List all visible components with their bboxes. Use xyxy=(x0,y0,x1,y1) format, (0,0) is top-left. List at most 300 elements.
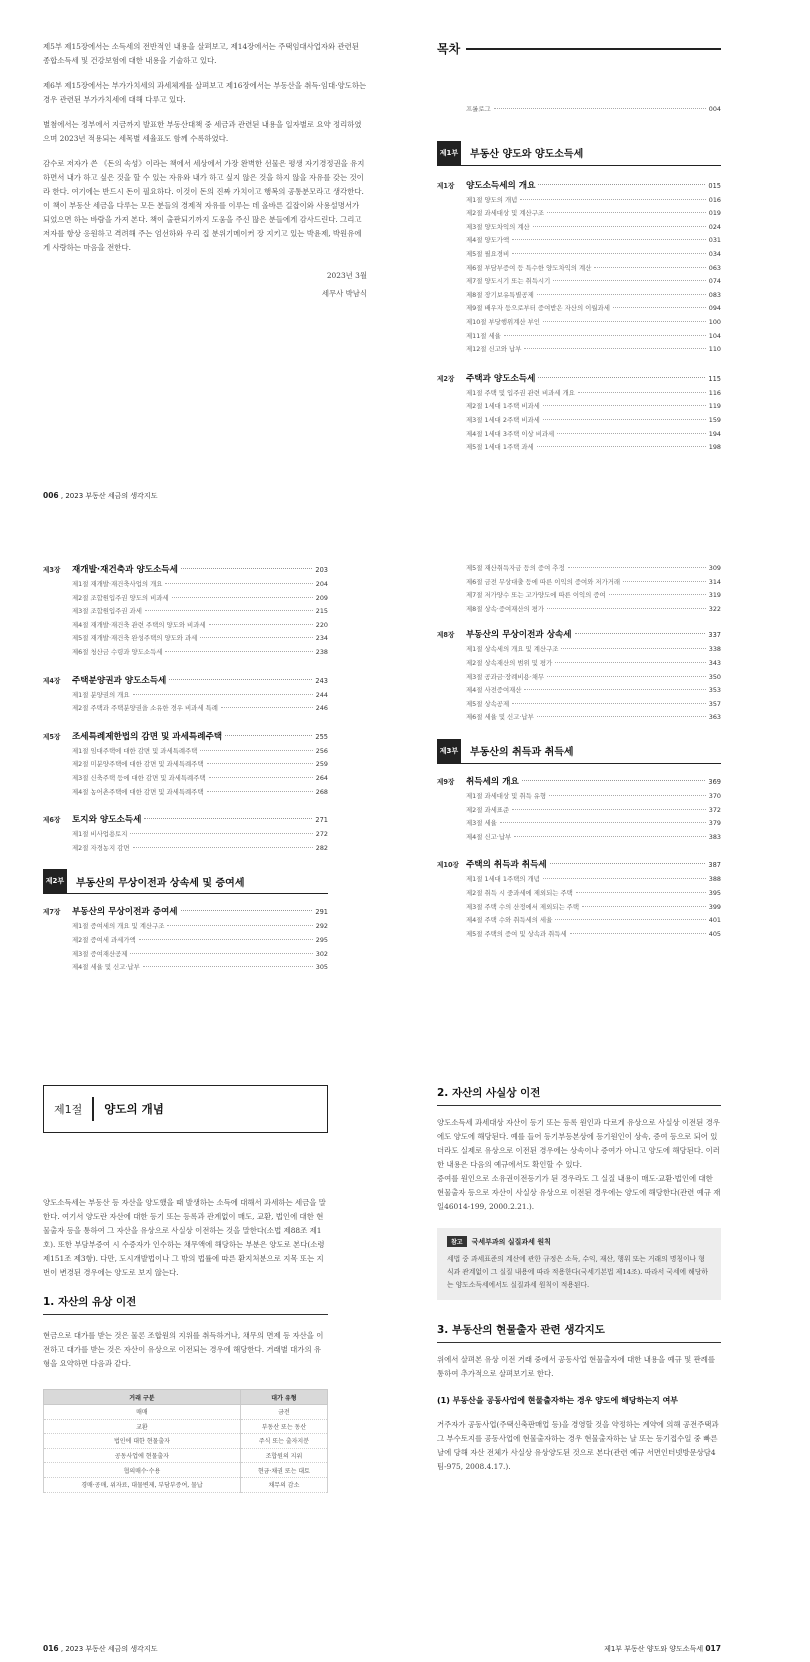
toc-section-label: 제2절 증여세 과세가액 xyxy=(72,935,136,944)
toc-section-entry[interactable] xyxy=(466,817,721,831)
toc-section-page: 209 xyxy=(315,593,328,602)
section-title: 양도의 개념 xyxy=(104,1102,164,1116)
toc-section-label: 제1절 상속세의 개요 및 계산구조 xyxy=(466,645,559,654)
toc-leader-dots xyxy=(555,662,706,663)
toc-section-list xyxy=(466,643,721,725)
toc-section-label: 제2절 1세대 1주택 비과세 xyxy=(466,402,540,411)
toc-section-entry[interactable] xyxy=(466,316,721,330)
toc-section-label: 제3절 증여재산공제 xyxy=(72,949,128,958)
table-cell: 채무의 감소 xyxy=(240,1477,327,1492)
toc-section-page: 383 xyxy=(708,832,721,841)
toc-leader-dots xyxy=(570,933,706,934)
toc-leader-dots xyxy=(167,925,312,926)
body-page-017 xyxy=(437,1085,721,1474)
toc-section-entry[interactable] xyxy=(466,289,721,303)
toc-section-entry[interactable] xyxy=(72,646,328,660)
toc-section-label: 제1절 주택 및 입주권 관련 비과세 개요 xyxy=(466,388,575,397)
table-header: 대가 유형 xyxy=(240,1390,327,1405)
body-paragraph-1: 현금으로 대가를 받는 것은 물론 조합원의 지위를 취득하거나, 채무의 면제 등 자산을 이전하고 대가를 받는 것은 자산이 유상으로 이전되는 경우에 해당한다. 거래별 대가의 유형을 요약하면 다음과 같다. xyxy=(43,1331,324,1368)
toc-leader-dots xyxy=(533,226,706,227)
body-paragraph-3: 위에서 살펴본 유상 이전 거래 중에서 공동사업 현물출자에 대한 내용을 예규 및 판례를 통하여 추가적으로 살펴보기로 한다. xyxy=(437,1355,716,1378)
toc-leader-dots xyxy=(553,280,706,281)
toc-section-entry[interactable] xyxy=(466,194,721,208)
toc-section-page: 204 xyxy=(315,580,328,588)
toc-section-label: 제4절 양도가액 xyxy=(466,236,510,245)
toc-section-page: 292 xyxy=(315,922,328,931)
toc-section-page: 388 xyxy=(708,875,721,884)
table-cell: 공동사업에 현물출자 xyxy=(44,1448,241,1463)
toc-section-entry[interactable] xyxy=(72,934,328,948)
toc-leader-dots xyxy=(172,597,313,598)
toc-chapter-heading[interactable]: 제3장 재개발·재건축과 양도소득세 203 xyxy=(43,565,328,575)
toc-section-entry[interactable] xyxy=(466,400,721,414)
toc-section-label: 제10절 부당행위계산 부인 xyxy=(466,317,540,326)
toc-chapter-10 xyxy=(437,857,721,941)
toc-leader-dots xyxy=(512,703,706,704)
toc-section-page: 259 xyxy=(315,760,328,769)
toc-section-label: 제4절 재개발·재건축 관련 주택의 양도와 비과세 xyxy=(72,620,206,629)
page-book-title: 2023 부동산 세금의 생각지도 xyxy=(65,492,158,500)
toc-section-label: 제4절 농어촌주택에 대한 감면 및 과세특례주택 xyxy=(72,787,204,796)
toc-chapter-8 xyxy=(437,627,721,725)
toc-section-entry[interactable] xyxy=(466,414,721,428)
toc-section-label: 제6절 부담부증여 등 특수한 양도차익의 계산 xyxy=(466,263,592,272)
toc-section-page: 063 xyxy=(708,263,721,272)
toc-leader-dots xyxy=(543,321,706,322)
toc-section-list xyxy=(72,578,328,660)
toc-section-entry[interactable] xyxy=(466,887,721,901)
toc-section-label: 제1절 양도의 개념 xyxy=(466,195,518,204)
toc-section-label: 제7절 저가양수 또는 고가양도에 따른 이익의 증여 xyxy=(466,591,606,600)
toc-section-label: 제1절 비사업용토지 xyxy=(72,830,128,839)
page-footer-017 xyxy=(604,1644,721,1654)
toc-leader-dots xyxy=(537,294,706,295)
table-header: 거래 구분 xyxy=(44,1390,241,1405)
toc-section-entry[interactable] xyxy=(72,619,328,633)
toc-leader-dots xyxy=(512,253,706,254)
toc-section-page: 272 xyxy=(315,830,328,839)
table-cell: 경매·공매, 위자료, 대물변제, 부담부증여, 물납 xyxy=(44,1477,241,1492)
preface-page xyxy=(43,40,367,303)
toc-section-label: 제6절 세율 및 신고·납부 xyxy=(466,713,534,722)
toc-section-page: 295 xyxy=(315,935,328,944)
toc-section-label: 제11절 세율 xyxy=(466,331,501,340)
page-book-title: 2023 부동산 세금의 생각지도 xyxy=(65,1645,158,1653)
toc-leader-dots xyxy=(543,419,706,420)
toc-section-label: 제2절 주택과 주택분양권을 소유한 경우 비과세 특례 xyxy=(72,704,218,713)
toc-section-page: 119 xyxy=(708,402,721,411)
toc-section-entry[interactable] xyxy=(466,343,721,357)
toc-leader-dots xyxy=(139,939,313,940)
toc-section-label: 제5절 상속공제 xyxy=(466,699,510,708)
toc-leader-dots xyxy=(512,239,706,240)
toc-section-page: 031 xyxy=(708,236,721,245)
section-number: 제1절 xyxy=(54,1103,83,1116)
toc-chapter-4 xyxy=(43,673,328,716)
table-row xyxy=(44,1419,328,1434)
toc-leader-dots xyxy=(594,267,705,268)
toc-section-entry[interactable] xyxy=(72,842,328,856)
toc-section-label: 제7절 양도시기 또는 취득시기 xyxy=(466,277,551,286)
toc-section-list xyxy=(466,790,721,844)
toc-leader-dots xyxy=(582,906,706,907)
toc-section-entry[interactable] xyxy=(466,330,721,344)
toc-chapter-heading[interactable]: 제9장 취득세의 개요 369 xyxy=(437,776,721,787)
preface-author: 세무사 박남식 xyxy=(321,289,367,298)
toc-section-entry[interactable] xyxy=(72,605,328,619)
toc-section-page: 104 xyxy=(708,331,721,340)
toc-section-entry[interactable] xyxy=(72,702,328,716)
toc-section-entry[interactable] xyxy=(466,302,721,316)
toc-section-page: 302 xyxy=(315,949,328,958)
toc-leader-dots xyxy=(500,822,706,823)
toc-section-entry[interactable] xyxy=(72,828,328,842)
toc-leader-dots xyxy=(557,433,706,434)
toc-section-page: 395 xyxy=(708,888,721,897)
toc-section-label: 제1절 증여세의 개요 및 계산구조 xyxy=(72,922,165,931)
toc-section-page: 353 xyxy=(708,686,721,695)
toc-section-label: 제5절 주택의 증여 및 상속과 취득세 xyxy=(466,929,567,938)
toc-section-entry[interactable] xyxy=(466,711,721,725)
toc-section-page: 268 xyxy=(315,787,328,796)
toc-section-entry[interactable] xyxy=(466,790,721,804)
toc-section-page: 401 xyxy=(708,916,721,925)
toc-section-page: 319 xyxy=(708,591,721,600)
toc-chapter-9 xyxy=(437,774,721,844)
toc-leader-dots xyxy=(578,392,706,393)
preface-paragraph-2: 제6부 제15장에서는 부가가치세의 과세체계를 살펴보고 제16장에서는 부동산을 취득·임대·양도하는 경우 관련된 부가가치세에 대해 다루고 있다. xyxy=(43,81,367,104)
toc-section-entry[interactable] xyxy=(466,576,721,590)
table-cell: 조합원의 지위 xyxy=(240,1448,327,1463)
toc-section-entry[interactable] xyxy=(72,758,328,772)
toc-leader-dots xyxy=(512,809,706,810)
preface-paragraph-1: 제5부 제15장에서는 소득세의 전반적인 내용을 살펴보고, 제14장에서는 주택임대사업자와 관련된 종합소득세 및 건강보험에 대한 내용을 기술하고 있다. xyxy=(43,42,359,65)
toc-leader-dots xyxy=(524,348,705,349)
toc-section-page: 215 xyxy=(315,607,328,616)
toc-leader-dots xyxy=(576,892,706,893)
toc-section-page: 244 xyxy=(315,690,328,699)
note-title: 국세부과의 실질과세 원칙 xyxy=(471,1237,551,1246)
toc-section-page: 399 xyxy=(708,902,721,911)
heading-contribution-in-kind: 3. 부동산의 현물출자 관련 생각지도 xyxy=(437,1322,721,1343)
table-row xyxy=(44,1434,328,1449)
toc-section-page: 370 xyxy=(708,791,721,800)
toc-chapter-heading[interactable]: 제2장 주택과 양도소득세 115 xyxy=(437,373,721,384)
toc-part-3[interactable]: 제3부 부동산의 취득과 취득세 xyxy=(437,739,721,764)
toc-section-label: 제3절 신축주택 등에 대한 감면 및 과세특례주택 xyxy=(72,773,206,782)
toc-section-entry[interactable] xyxy=(466,671,721,685)
toc-leader-dots xyxy=(537,446,706,447)
toc-header xyxy=(437,40,721,57)
toc-section-page: 194 xyxy=(708,429,721,438)
toc-section-entry[interactable] xyxy=(466,928,721,942)
toc-section-label: 제1절 1세대 1주택의 개념 xyxy=(466,875,540,884)
preface-paragraph-4: 감수로 저자가 쓴 《돈의 속성》이라는 책에서 세상에서 가장 완벽한 선물은 평생 자기경정권을 유지하면서 내가 하고 싶은 것을 할 수 있는 자유와 내가 하고 싶지 않은 것을 하지 않을 자유를 갖는 것이라 한다. 여기에는 반드시 돈이 필요하다. 이것이 돈의 진짜 가치이고 행복의 공통분모라고 생각한다. 이 책이 부동산 세금을 다루는 모든 분들의 경제적 자유를 이루는 데 올바른 길잡이와 사용설명서가 되었으면 하는 바람을 가져 본다. 책이 출판되기까지 도움을 주신 많은 분들에게 감사드린다. 그리고 저자를 항상 응원하고 격려해 주는 엄선하와 우리 집 분위기메이커 장 지키고 있는 박윤제, 박원유에게 사랑하는 마음을 전한다. xyxy=(43,159,365,252)
table-cell: 매매 xyxy=(44,1405,241,1420)
toc-chapter-6 xyxy=(43,812,328,855)
toc-section-label: 제2절 과세표준 xyxy=(466,805,510,814)
toc-section-label: 제5절 1세대 1주택 과세 xyxy=(466,443,534,452)
page-footer-016: 016 , 2023 부동산 세금의 생각지도 xyxy=(43,1644,158,1653)
toc-section-page: 363 xyxy=(708,713,721,722)
note-badge: 참고 xyxy=(447,1236,467,1247)
page-number: 016 xyxy=(43,1644,59,1653)
toc-section-label: 제8절 장기보유특별공제 xyxy=(466,290,534,299)
toc-section-entry[interactable] xyxy=(72,961,328,975)
toc-section-entry[interactable] xyxy=(466,643,721,657)
note-box xyxy=(437,1228,721,1300)
toc-leader-dots xyxy=(520,199,705,200)
toc-section-entry[interactable] xyxy=(466,441,721,455)
toc-section-entry[interactable] xyxy=(466,914,721,928)
toc-section-page: 074 xyxy=(708,277,721,286)
table-cell: 현금·채권 또는 대토 xyxy=(240,1463,327,1478)
preface-paragraph-3: 별첨에서는 정부에서 지금까지 발표한 부동산대책 중 세금과 관련된 내용을 일자별로 요약 정리하였으며 2023년 적용되는 세목별 세율표도 함께 수록하였다. xyxy=(43,120,362,143)
toc-leader-dots xyxy=(549,795,706,796)
consideration-table xyxy=(43,1389,328,1493)
toc-section-entry[interactable] xyxy=(466,207,721,221)
toc-leader-dots xyxy=(504,335,706,336)
toc-section-label: 제2절 자경농지 감면 xyxy=(72,843,130,852)
toc-section-label: 제9절 배우자 등으로부터 증여받은 자산의 이월과세 xyxy=(466,304,610,313)
toc-section-label: 제4절 신고·납부 xyxy=(466,832,512,841)
heading-de-facto-transfer: 2. 자산의 사실상 이전 xyxy=(437,1085,721,1106)
toc-section-entry[interactable] xyxy=(466,657,721,671)
toc-section-page: 034 xyxy=(708,249,721,258)
toc-section-label: 제2절 취득 시 중과세에 제외되는 주택 xyxy=(466,888,573,897)
page-number: 006 xyxy=(43,491,59,500)
toc-section-label: 제2절 미분양주택에 대한 감면 및 과세특례주택 xyxy=(72,760,204,769)
toc-leader-dots xyxy=(561,648,705,649)
toc-leader-dots xyxy=(133,694,313,695)
toc-leader-dots xyxy=(143,966,313,967)
toc-leader-dots xyxy=(514,836,706,837)
toc-section-page: 110 xyxy=(708,345,721,354)
toc-section-list-ch7-cont xyxy=(466,562,721,616)
toc-section-list xyxy=(72,920,328,974)
toc-chapter-5 xyxy=(43,729,328,799)
toc-section-entry[interactable] xyxy=(72,689,328,703)
toc-section-list xyxy=(466,387,721,455)
toc-section-entry[interactable] xyxy=(72,920,328,934)
toc-section-page: 246 xyxy=(315,704,328,713)
toc-section-label: 제8절 상속·증여재산의 평가 xyxy=(466,604,545,613)
toc-section-entry[interactable] xyxy=(466,428,721,442)
toc-chapter-heading[interactable]: 제5장 조세특례제한법의 감면 및 과세특례주택 255 xyxy=(43,731,328,742)
toc-part-2[interactable]: 제2부 부동산의 무상이전과 상속세 및 증여세 xyxy=(43,869,328,894)
table-row xyxy=(44,1477,328,1492)
toc-leader-dots xyxy=(543,405,706,406)
toc-leader-dots xyxy=(221,707,313,708)
toc-chapter-heading[interactable]: 제10장 주택의 취득과 취득세 387 xyxy=(437,860,721,871)
toc-section-page: 309 xyxy=(708,564,721,572)
toc-section-label: 제5절 필요경비 xyxy=(466,249,510,258)
toc-leader-dots xyxy=(555,919,706,920)
toc-section-page: 264 xyxy=(315,773,328,782)
toc-section-entry[interactable] xyxy=(466,698,721,712)
toc-section-entry[interactable] xyxy=(466,262,721,276)
toc-section-entry[interactable] xyxy=(72,948,328,962)
toc-section-page: 198 xyxy=(708,443,721,452)
toc-part-1[interactable]: 제1부 부동산 양도와 양도소득세 xyxy=(437,141,721,166)
toc-section-list xyxy=(72,828,328,855)
toc-leader-dots xyxy=(524,689,705,690)
toc-section-page: 100 xyxy=(708,317,721,326)
toc-leader-dots xyxy=(623,581,706,582)
body-paragraph-2a: 양도소득세 과세대상 자산이 등기 또는 등록 원인과 다르게 유상으로 사실상 이전된 경우에도 양도에 해당된다. 예를 들어 등기부등본상에 등기원인이 상속, 증여 등으로 되어 있더라도 실제로 유상으로 이전된 경우에는 상속이나 증여가 아니고 양도에 해당된다. 이러한 내용은 다음의 예규에서도 확인할 수 있다. xyxy=(437,1118,720,1169)
toc-chapter-7 xyxy=(43,904,328,974)
toc-leader-dots xyxy=(537,716,706,717)
toc-section-page: 343 xyxy=(708,658,721,667)
toc-title-rule xyxy=(466,48,721,50)
table-cell: 금전 xyxy=(240,1405,327,1420)
toc-section-list xyxy=(72,745,328,799)
toc-title: 목차 xyxy=(437,42,461,56)
toc-section-page: 350 xyxy=(708,672,721,681)
toc-leader-dots xyxy=(207,763,313,764)
toc-section-label: 제4절 세율 및 신고·납부 xyxy=(72,963,140,972)
toc-section-label: 제3절 양도차익의 계산 xyxy=(466,222,530,231)
toc-section-entry[interactable] xyxy=(466,275,721,289)
toc-chapter-heading[interactable]: 제8장 부동산의 무상이전과 상속세 337 xyxy=(437,630,721,641)
toc-section-label: 제4절 1세대 3주택 이상 비과세 xyxy=(466,429,555,438)
toc-section-page: 019 xyxy=(708,209,721,218)
toc-section-page: 220 xyxy=(315,620,328,629)
toc-section-page: 256 xyxy=(315,746,328,755)
table-cell: 주식 또는 출자지분 xyxy=(240,1434,327,1449)
toc-section-page: 338 xyxy=(708,645,721,654)
toc-section-entry[interactable] xyxy=(72,772,328,786)
toc-leader-dots xyxy=(609,594,706,595)
toc-section-label: 제3절 주택 수의 산정에서 제외되는 주택 xyxy=(466,902,579,911)
toc-section-entry[interactable] xyxy=(466,234,721,248)
toc-section-entry[interactable] xyxy=(466,221,721,235)
toc-section-entry[interactable] xyxy=(466,684,721,698)
toc-leader-dots xyxy=(568,567,706,568)
preface-date: 2023년 3월 xyxy=(326,271,367,280)
toc-chapter-heading[interactable]: 제4장 주택분양권과 양도소득세 243 xyxy=(43,675,328,686)
toc-leader-dots xyxy=(209,624,313,625)
toc-leader-dots xyxy=(130,833,312,834)
toc-section-label: 제6절 청산금 수령과 양도소득세 xyxy=(72,647,163,656)
toc-section-page: 234 xyxy=(315,634,328,643)
toc-chapter-heading[interactable]: 제1장 양도소득세의 개요 015 xyxy=(437,180,721,191)
table-cell: 교환 xyxy=(44,1419,241,1434)
toc-leader-dots xyxy=(207,791,313,792)
toc-section-label: 제3절 조합원입주권 과세 xyxy=(72,607,142,616)
toc-section-list xyxy=(466,194,721,357)
toc-leader-dots xyxy=(130,953,312,954)
toc-section-page: 024 xyxy=(708,222,721,231)
toc-chapter-2 xyxy=(437,371,721,455)
note-body: 세법 중 과세표준의 계산에 관한 규정은 소득, 수익, 재산, 행위 또는 거래의 명칭이나 형식과 관계없이 그 실질 내용에 따라 적용한다(국세기본법 제14조). 따라서 국세에 해당하는 양도소득세에서도 실질과세 원칙이 적용된다. xyxy=(447,1255,708,1289)
toc-section-page: 238 xyxy=(315,647,328,656)
toc-section-entry[interactable] xyxy=(72,632,328,646)
page-book-title: 제1부 부동산 양도와 양도소득세 xyxy=(604,1645,704,1653)
toc-section-entry[interactable] xyxy=(72,786,328,800)
toc-section-page: 305 xyxy=(315,963,328,972)
toc-section-page: 083 xyxy=(708,290,721,299)
subheading-joint-business: (1) 부동산을 공동사업에 현물출자하는 경우 양도에 해당하는지 여부 xyxy=(437,1396,679,1405)
toc-section-label: 제5절 재개발·재건축 완성주택의 양도와 과세 xyxy=(72,634,198,643)
body-paragraph-2b: 증여를 원인으로 소유권이전등기가 된 경우라도 그 실질 내용이 매도·교환·법인에 대한 현물출자 등으로 자산이 사실상 유상으로 이전된 경우에는 양도에 해당한다(관련 예규 재일46014-199, 2000.2.21.). xyxy=(437,1174,721,1211)
toc-section-entry[interactable] xyxy=(72,578,328,592)
toc-section-entry[interactable] xyxy=(466,603,721,617)
toc-section-label: 제4절 주택 수와 취득세의 세율 xyxy=(466,916,553,925)
toc-leader-dots xyxy=(613,307,706,308)
toc-chapter-heading[interactable]: 제7장 부동산의 무상이전과 증여세 291 xyxy=(43,907,328,918)
toc-section-label: 제1절 과세대상 및 취득 유형 xyxy=(466,791,547,800)
body-intro-paragraph: 양도소득세는 부동산 등 자산을 양도했을 때 발생하는 소득에 대해서 과세하는 세금을 말한다. 여기서 양도란 자산에 대한 등기 또는 등록과 관계없이 매도, 교환, 법인에 대한 현물출자 등을 통하여 그 자산을 유상으로 사실상 이전하는 것을 말한다(소법 제88조 제1호). 또한 부담부증여 시 수증자가 인수하는 채무액에 해당하는 부분은 양도로 본다(소령 제151조 제3항). 다만, 도시개발법이나 그 밖의 법률에 따른 환지처분으로 지목 또는 지번이 변경된 경우에는 양도로 보지 않는다. xyxy=(43,1198,326,1277)
toc-section-list xyxy=(466,873,721,941)
toc-leader-dots xyxy=(200,637,312,638)
toc-section-page: 379 xyxy=(708,819,721,828)
toc-section-list xyxy=(72,689,328,716)
toc-leader-dots xyxy=(543,878,706,879)
toc-page-3 xyxy=(437,562,721,954)
toc-section-entry[interactable] xyxy=(72,592,328,606)
toc-section-entry[interactable] xyxy=(466,831,721,845)
table-cell: 부동산 또는 동산 xyxy=(240,1419,327,1434)
toc-section-entry[interactable] xyxy=(466,873,721,887)
toc-section-entry[interactable] xyxy=(466,589,721,603)
toc-section-label: 제2절 조합원입주권 양도의 비과세 xyxy=(72,593,169,602)
toc-section-entry[interactable] xyxy=(466,804,721,818)
body-page-016 xyxy=(43,1085,328,1493)
toc-section-page: 159 xyxy=(708,415,721,424)
body-paragraph-4: 거주자가 공동사업(주택신축판매업 등)을 경영할 것을 약정하는 계약에 의해 공전주택과 그 부수토지를 공동사업에 현물출자하는 경우 현물출자하는 날 또는 등기접수일 중 빠른 날에 당해 자산 전체가 사실상 유상양도된 것으로 본다(관련 예규 서면인터넷방문상담4팀-975, 2008.4.17.). xyxy=(437,1420,719,1471)
table-cell: 협의매수·수용 xyxy=(44,1463,241,1478)
toc-section-entry[interactable] xyxy=(466,387,721,401)
toc-section-entry[interactable] xyxy=(466,562,721,576)
toc-leader-dots xyxy=(547,212,706,213)
toc-section-page: 116 xyxy=(708,388,721,397)
toc-leader-dots xyxy=(165,651,312,652)
section-title-box xyxy=(43,1085,328,1133)
toc-section-label: 제3절 공과금·장례비용·채무 xyxy=(466,672,545,681)
toc-chapter-heading[interactable]: 제6장 토지와 양도소득세 271 xyxy=(43,815,328,826)
toc-section-page: 314 xyxy=(708,577,721,586)
toc-leader-dots xyxy=(209,777,313,778)
toc-section-label: 제1절 분양권의 개요 xyxy=(72,690,130,699)
toc-section-page: 405 xyxy=(708,929,721,938)
toc-section-label: 제1절 재개발·재건축사업의 개요 xyxy=(72,580,163,588)
toc-entry-prologue[interactable]: 프롤로그 004 xyxy=(466,105,721,113)
toc-leader-dots xyxy=(165,583,312,584)
toc-leader-dots xyxy=(145,610,313,611)
note-header xyxy=(447,1236,711,1247)
toc-chapter-3 xyxy=(43,562,328,660)
toc-section-entry[interactable] xyxy=(466,248,721,262)
table-body xyxy=(44,1405,328,1493)
toc-section-entry[interactable] xyxy=(72,745,328,759)
toc-section-entry[interactable] xyxy=(466,901,721,915)
toc-section-label: 제5절 재산취득자금 등의 증여 추정 xyxy=(466,564,565,572)
toc-page-2 xyxy=(43,562,328,988)
toc-section-label: 제12절 신고와 납부 xyxy=(466,345,522,354)
toc-section-label: 제2절 상속재산의 범위 및 평가 xyxy=(466,658,553,667)
page-number: 017 xyxy=(705,1644,721,1653)
toc-section-label: 제6절 금전 무상대출 등에 따른 이익의 증여와 저가거래 xyxy=(466,577,621,586)
toc-section-label: 제3절 1세대 2주택 비과세 xyxy=(466,415,540,424)
table-row xyxy=(44,1405,328,1420)
table-cell: 법인에 대한 현물출자 xyxy=(44,1434,241,1449)
table-row xyxy=(44,1463,328,1478)
toc-section-label: 제4절 사전증여재산 xyxy=(466,686,522,695)
toc-chapter-1 xyxy=(437,178,721,357)
toc-section-page: 282 xyxy=(315,843,328,852)
toc-section-label: 제3절 세율 xyxy=(466,819,497,828)
